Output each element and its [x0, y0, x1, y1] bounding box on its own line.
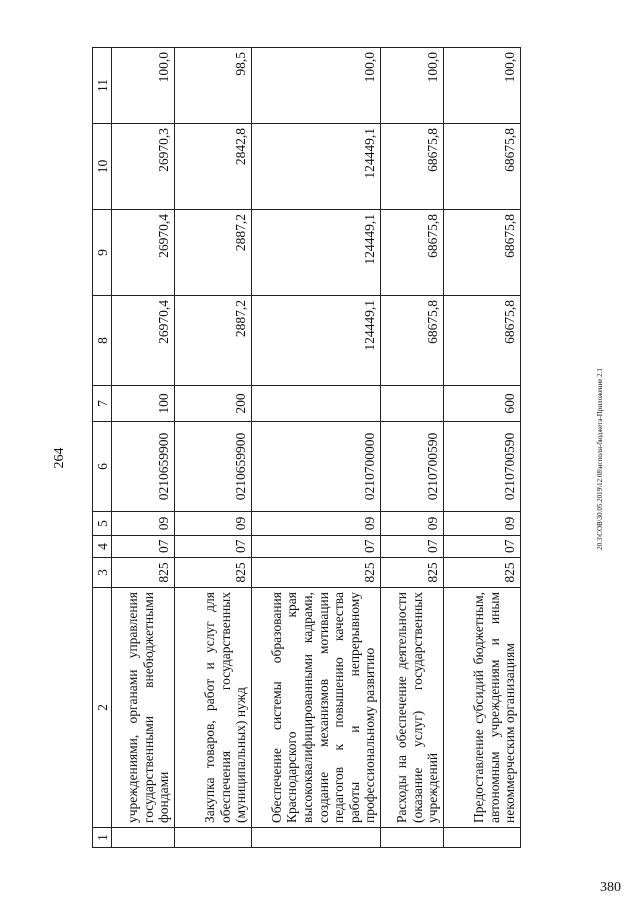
subsection-code-cell: 09 [444, 512, 521, 536]
ministry-code-cell: 825 [175, 558, 252, 588]
target-article-cell: 0210700590 [381, 422, 444, 512]
amount-cell: 2887,2 [175, 296, 252, 386]
subsection-code-cell: 09 [175, 512, 252, 536]
amount-cell: 68675,8 [381, 210, 444, 296]
amount-cell: 124449,1 [252, 296, 381, 386]
header-cell: 4 [93, 536, 112, 558]
ministry-code-cell: 825 [444, 558, 521, 588]
header-cell: 10 [93, 124, 112, 210]
ministry-code-cell: 825 [112, 558, 175, 588]
table-header-row [93, 48, 112, 848]
target-article-cell: 0210700000 [252, 422, 381, 512]
target-article-cell: 0210659900 [112, 422, 175, 512]
expense-type-cell [252, 386, 381, 422]
section-code-cell: 07 [112, 536, 175, 558]
expense-type-cell: 600 [444, 386, 521, 422]
table-row [112, 48, 175, 848]
header-cell: 7 [93, 386, 112, 422]
description-cell: Предоставление субсидий бюджетным, автономным учреждениям и иным некоммерческим организациям [444, 588, 521, 828]
expense-type-cell: 200 [175, 386, 252, 422]
table-row [381, 48, 444, 848]
amount-cell: 68675,8 [444, 296, 521, 386]
amount-cell: 68675,8 [381, 296, 444, 386]
percent-cell: 100,0 [252, 48, 381, 124]
amount-cell: 26970,4 [112, 210, 175, 296]
amount-cell: 2887,2 [175, 210, 252, 296]
section-code-cell: 07 [381, 536, 444, 558]
row-number-cell [252, 828, 381, 848]
rotated-table-wrapper [92, 48, 592, 848]
section-code-cell: 07 [175, 536, 252, 558]
percent-cell: 100,0 [381, 48, 444, 124]
table-row [252, 48, 381, 848]
description-cell: Расходы на обеспечение деятельности (оказание услуг) государственных учреждений [381, 588, 444, 828]
amount-cell: 124449,1 [252, 210, 381, 296]
row-number-cell [175, 828, 252, 848]
description-cell: Обеспечение системы образования Краснодарского края высококвалифицированными кадрами, создание механизмов мотивации педагогов к повышению качества работы и непрерывному профессиональному развитию [252, 588, 381, 828]
ministry-code-cell: 825 [381, 558, 444, 588]
expense-type-cell [381, 386, 444, 422]
header-cell: 8 [93, 296, 112, 386]
subsection-code-cell: 09 [112, 512, 175, 536]
header-cell: 6 [93, 422, 112, 512]
header-cell: 1 [93, 828, 112, 848]
row-number-cell [444, 828, 521, 848]
ministry-code-cell: 825 [252, 558, 381, 588]
amount-cell: 68675,8 [444, 210, 521, 296]
description-cell: Закупка товаров, работ и услуг для обеспечения государственных (муниципальных) нужд [175, 588, 252, 828]
target-article-cell: 0210659900 [175, 422, 252, 512]
amount-cell: 68675,8 [444, 124, 521, 210]
page-number: 264 [52, 447, 67, 469]
file-path-note: 20.3\СОВ\30.05.2019\12.08\исполн-бюджета-Приложение 2.1 [596, 368, 604, 550]
target-article-cell: 0210700590 [444, 422, 521, 512]
corner-page-number: 380 [600, 880, 621, 895]
percent-cell: 100,0 [444, 48, 521, 124]
subsection-code-cell: 09 [381, 512, 444, 536]
amount-cell: 68675,8 [381, 124, 444, 210]
amount-cell: 26970,3 [112, 124, 175, 210]
row-number-cell [381, 828, 444, 848]
header-cell: 9 [93, 210, 112, 296]
expense-type-cell: 100 [112, 386, 175, 422]
row-number-cell [112, 828, 175, 848]
amount-cell: 26970,4 [112, 296, 175, 386]
header-cell: 11 [93, 48, 112, 124]
subsection-code-cell: 09 [252, 512, 381, 536]
amount-cell: 124449,1 [252, 124, 381, 210]
header-cell: 3 [93, 558, 112, 588]
percent-cell: 100,0 [112, 48, 175, 124]
amount-cell: 2842,8 [175, 124, 252, 210]
description-cell: учреждениями, органами управления государственными внебюджетными фондами [112, 588, 175, 828]
header-cell: 5 [93, 512, 112, 536]
table-row [444, 48, 521, 848]
percent-cell: 98,5 [175, 48, 252, 124]
budget-table [92, 47, 521, 848]
section-code-cell: 07 [252, 536, 381, 558]
table-row [175, 48, 252, 848]
section-code-cell: 07 [444, 536, 521, 558]
header-cell: 2 [93, 588, 112, 828]
